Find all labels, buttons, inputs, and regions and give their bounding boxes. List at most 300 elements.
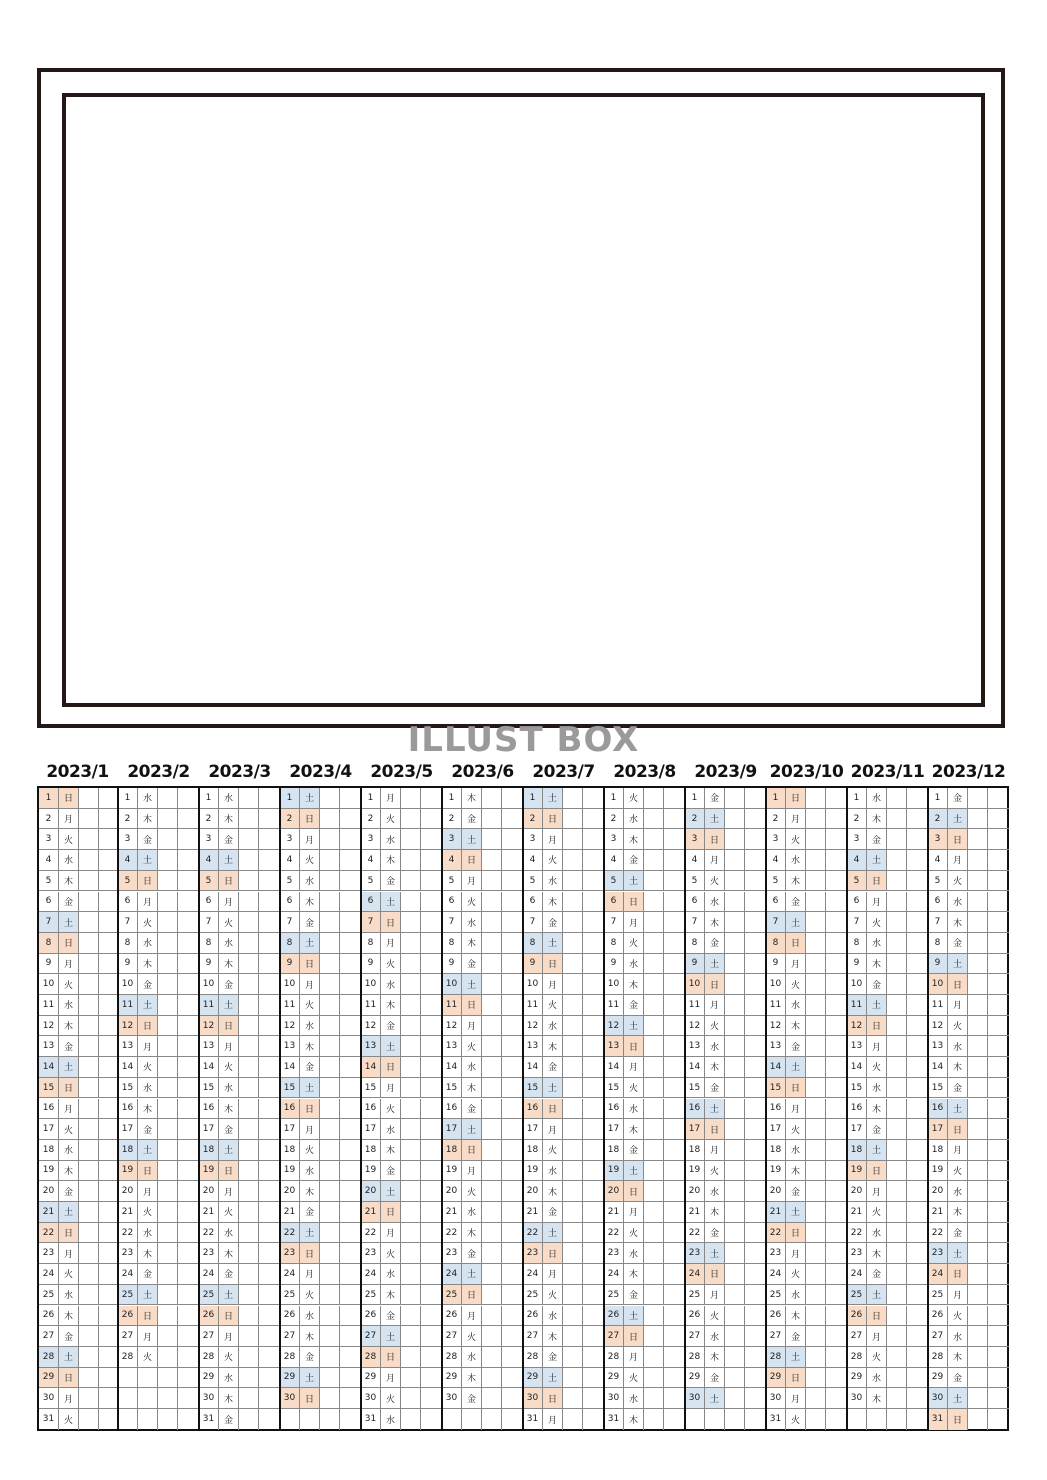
memo-cell (79, 1119, 99, 1139)
month-grid (604, 786, 685, 1431)
day-number: 3 (118, 829, 138, 849)
calendar-row (361, 892, 442, 913)
weekday-label: 木 (624, 1264, 644, 1284)
day-number: 27 (361, 1326, 381, 1346)
memo-cell (259, 1306, 280, 1326)
memo-cell (502, 1099, 523, 1119)
calendar-row (685, 1119, 766, 1140)
calendar-row (199, 995, 280, 1016)
weekday-label: 土 (381, 1326, 401, 1346)
memo-cell (502, 1202, 523, 1222)
calendar-row (39, 1409, 120, 1430)
memo-cell (644, 1161, 664, 1181)
calendar-row (928, 1161, 1009, 1182)
calendar-row (928, 1368, 1009, 1389)
weekday-label: 火 (381, 1388, 401, 1408)
calendar-row (199, 1036, 280, 1057)
day-number: 10 (928, 974, 948, 994)
day-number: 16 (118, 1099, 138, 1119)
calendar-row (604, 1057, 685, 1078)
memo-cell (887, 1036, 907, 1056)
memo-cell (887, 1016, 907, 1036)
day-number: 14 (847, 1057, 867, 1077)
calendar-row (685, 995, 766, 1016)
day-number: 12 (199, 1016, 219, 1036)
memo-cell (826, 1036, 847, 1056)
calendar-row (604, 1264, 685, 1285)
day-number: 27 (442, 1326, 462, 1346)
weekday-label: 金 (381, 1016, 401, 1036)
memo-cell (583, 1036, 604, 1056)
month-divider (441, 786, 443, 1431)
weekday-label: 火 (948, 1161, 968, 1181)
memo-cell (887, 1161, 907, 1181)
memo-cell (583, 1202, 604, 1222)
calendar-row (39, 1285, 120, 1306)
calendar-row (442, 1202, 523, 1223)
memo-cell (826, 871, 847, 891)
memo-cell (158, 1181, 178, 1201)
memo-cell (158, 1057, 178, 1077)
memo-cell (725, 912, 745, 932)
day-number: 20 (39, 1181, 59, 1201)
weekday-label: 日 (381, 912, 401, 932)
weekday-label (138, 1388, 158, 1408)
day-number: 11 (118, 995, 138, 1015)
calendar-row (523, 995, 604, 1016)
memo-cell (644, 1243, 664, 1263)
memo-cell (320, 871, 340, 891)
weekday-label: 月 (705, 1285, 725, 1305)
weekday-label: 月 (543, 974, 563, 994)
memo-cell (563, 850, 583, 870)
memo-cell (907, 1016, 928, 1036)
memo-cell (887, 912, 907, 932)
day-number: 14 (118, 1057, 138, 1077)
memo-cell (259, 1223, 280, 1243)
calendar-row (39, 1202, 120, 1223)
calendar-row (199, 892, 280, 913)
memo-cell (340, 1119, 361, 1139)
day-number (280, 1409, 300, 1430)
memo-cell (79, 933, 99, 953)
month-title: 2023/10 (769, 762, 844, 782)
memo-cell (178, 1306, 199, 1326)
weekday-label: 月 (462, 1016, 482, 1036)
memo-cell (907, 1161, 928, 1181)
day-number: 1 (39, 788, 59, 808)
memo-cell (259, 1202, 280, 1222)
memo-cell (988, 829, 1009, 849)
memo-cell (907, 954, 928, 974)
day-number: 20 (604, 1181, 624, 1201)
weekday-label: 月 (300, 1264, 320, 1284)
weekday-label: 日 (543, 809, 563, 829)
memo-cell (259, 1368, 280, 1388)
memo-cell (259, 1161, 280, 1181)
memo-cell (583, 829, 604, 849)
calendar-row (766, 892, 847, 913)
memo-cell (583, 1161, 604, 1181)
memo-cell (79, 1140, 99, 1160)
memo-cell (806, 1388, 826, 1408)
calendar-row (442, 1347, 523, 1368)
calendar-row (199, 954, 280, 975)
memo-cell (907, 788, 928, 808)
month-column (37, 760, 118, 1431)
memo-cell (988, 871, 1009, 891)
memo-cell (340, 1326, 361, 1346)
day-number: 10 (39, 974, 59, 994)
memo-cell (745, 871, 766, 891)
weekday-label: 木 (867, 954, 887, 974)
calendar-row (523, 892, 604, 913)
memo-cell (482, 954, 502, 974)
memo-cell (745, 1347, 766, 1367)
memo-cell (340, 1099, 361, 1119)
weekday-label: 木 (381, 1285, 401, 1305)
memo-cell (907, 1306, 928, 1326)
weekday-label: 水 (219, 933, 239, 953)
day-number: 4 (199, 850, 219, 870)
memo-cell (482, 1181, 502, 1201)
memo-cell (401, 809, 421, 829)
calendar-row (199, 871, 280, 892)
weekday-label: 木 (462, 933, 482, 953)
day-number: 12 (523, 1016, 543, 1036)
memo-cell (583, 892, 604, 912)
memo-cell (826, 1368, 847, 1388)
day-number: 13 (118, 1036, 138, 1056)
memo-cell (563, 809, 583, 829)
day-number: 10 (685, 974, 705, 994)
calendar-row (118, 809, 199, 830)
memo-cell (563, 892, 583, 912)
memo-cell (644, 1347, 664, 1367)
day-number: 11 (847, 995, 867, 1015)
weekday-label: 月 (786, 1099, 806, 1119)
memo-cell (401, 788, 421, 808)
memo-cell (563, 1057, 583, 1077)
month-grid (928, 786, 1009, 1431)
memo-cell (320, 892, 340, 912)
day-number: 20 (442, 1181, 462, 1201)
calendar-row (361, 954, 442, 975)
memo-cell (421, 1223, 442, 1243)
month-grid (361, 786, 442, 1431)
memo-cell (725, 1078, 745, 1098)
calendar-row (928, 1243, 1009, 1264)
memo-cell (644, 933, 664, 953)
day-number: 14 (442, 1057, 462, 1077)
day-number: 14 (604, 1057, 624, 1077)
memo-cell (725, 1368, 745, 1388)
day-number: 2 (199, 809, 219, 829)
month-divider (522, 786, 524, 1431)
memo-cell (806, 1223, 826, 1243)
weekday-label: 月 (219, 892, 239, 912)
month-title: 2023/4 (289, 762, 352, 782)
calendar-row (685, 1409, 766, 1430)
calendar-row (361, 850, 442, 871)
memo-cell (826, 974, 847, 994)
day-number: 8 (442, 933, 462, 953)
weekday-label: 月 (300, 1119, 320, 1139)
weekday-label: 金 (786, 1181, 806, 1201)
memo-cell (401, 1243, 421, 1263)
weekday-label: 月 (59, 954, 79, 974)
weekday-label: 水 (786, 850, 806, 870)
memo-cell (968, 1388, 988, 1408)
calendar-row (199, 1099, 280, 1120)
memo-cell (239, 1140, 259, 1160)
day-number: 23 (39, 1243, 59, 1263)
day-number: 18 (361, 1140, 381, 1160)
memo-cell (239, 1243, 259, 1263)
memo-cell (806, 933, 826, 953)
weekday-label: 日 (219, 1306, 239, 1326)
month-column (685, 760, 766, 1431)
memo-cell (178, 1140, 199, 1160)
day-number: 10 (766, 974, 786, 994)
calendar-row (280, 809, 361, 830)
calendar-row (118, 892, 199, 913)
weekday-label: 土 (59, 1057, 79, 1077)
day-number: 18 (442, 1140, 462, 1160)
memo-cell (968, 1326, 988, 1346)
memo-cell (745, 1057, 766, 1077)
weekday-label: 土 (462, 974, 482, 994)
day-number: 9 (847, 954, 867, 974)
weekday-label: 木 (138, 1099, 158, 1119)
memo-cell (664, 1223, 685, 1243)
day-number: 17 (604, 1119, 624, 1139)
memo-cell (340, 1057, 361, 1077)
calendar-row (523, 1140, 604, 1161)
month-grid (766, 786, 847, 1431)
day-number: 24 (199, 1264, 219, 1284)
day-number: 28 (523, 1347, 543, 1367)
month-divider (198, 786, 200, 1431)
memo-cell (664, 1057, 685, 1077)
weekday-label: 月 (59, 809, 79, 829)
weekday-label: 木 (462, 1368, 482, 1388)
weekday-label: 土 (138, 850, 158, 870)
weekday-label: 水 (624, 1243, 644, 1263)
weekday-label: 月 (59, 1388, 79, 1408)
calendar-row (928, 1285, 1009, 1306)
memo-cell (988, 1264, 1009, 1284)
memo-cell (725, 1016, 745, 1036)
calendar-row (928, 1140, 1009, 1161)
calendar-row (280, 788, 361, 809)
day-number: 1 (928, 788, 948, 808)
calendar-row (847, 1326, 928, 1347)
memo-cell (401, 1306, 421, 1326)
day-number: 14 (361, 1057, 381, 1077)
weekday-label: 月 (705, 1140, 725, 1160)
calendar-row (280, 1285, 361, 1306)
calendar-row (361, 1223, 442, 1244)
weekday-label: 水 (543, 1161, 563, 1181)
day-number: 15 (199, 1078, 219, 1098)
memo-cell (320, 829, 340, 849)
weekday-label: 日 (59, 1078, 79, 1098)
memo-cell (401, 1202, 421, 1222)
calendar-row (280, 1119, 361, 1140)
weekday-label: 土 (138, 995, 158, 1015)
memo-cell (158, 1264, 178, 1284)
memo-cell (259, 1078, 280, 1098)
memo-cell (887, 1202, 907, 1222)
weekday-label: 日 (948, 974, 968, 994)
memo-cell (563, 1161, 583, 1181)
calendar-row (928, 1202, 1009, 1223)
weekday-label: 土 (381, 1181, 401, 1201)
day-number: 25 (523, 1285, 543, 1305)
day-number: 7 (361, 912, 381, 932)
memo-cell (259, 1099, 280, 1119)
calendar-row (685, 1368, 766, 1389)
memo-cell (745, 995, 766, 1015)
calendar-row (523, 1388, 604, 1409)
memo-cell (239, 1264, 259, 1284)
memo-cell (887, 871, 907, 891)
weekday-label: 水 (867, 1368, 887, 1388)
memo-cell (320, 1078, 340, 1098)
weekday-label: 土 (705, 954, 725, 974)
day-number (847, 1409, 867, 1430)
memo-cell (178, 933, 199, 953)
weekday-label: 金 (138, 974, 158, 994)
calendar-row (766, 1243, 847, 1264)
memo-cell (320, 1368, 340, 1388)
memo-cell (806, 1285, 826, 1305)
memo-cell (259, 1181, 280, 1201)
memo-cell (320, 1057, 340, 1077)
day-number: 22 (604, 1223, 624, 1243)
memo-cell (482, 1347, 502, 1367)
calendar-row (442, 1016, 523, 1037)
day-number: 14 (928, 1057, 948, 1077)
memo-cell (79, 1057, 99, 1077)
memo-cell (968, 1016, 988, 1036)
memo-cell (826, 1347, 847, 1367)
weekday-label: 月 (786, 809, 806, 829)
weekday-label: 月 (543, 1119, 563, 1139)
memo-cell (664, 1243, 685, 1263)
memo-cell (745, 892, 766, 912)
weekday-label (138, 1409, 158, 1430)
weekday-label: 土 (462, 1119, 482, 1139)
memo-cell (968, 1078, 988, 1098)
calendar-row (361, 1409, 442, 1430)
day-number: 6 (685, 892, 705, 912)
memo-cell (806, 912, 826, 932)
calendar-row (199, 933, 280, 954)
calendar-row (685, 871, 766, 892)
memo-cell (725, 1388, 745, 1408)
weekday-label: 日 (624, 1181, 644, 1201)
day-number: 12 (118, 1016, 138, 1036)
memo-cell (178, 1409, 199, 1430)
calendar-row (523, 954, 604, 975)
calendar-row (280, 850, 361, 871)
memo-cell (482, 1016, 502, 1036)
memo-cell (320, 954, 340, 974)
weekday-label: 火 (138, 1057, 158, 1077)
day-number: 1 (685, 788, 705, 808)
memo-cell (968, 1202, 988, 1222)
calendar-row (361, 788, 442, 809)
memo-cell (664, 1202, 685, 1222)
memo-cell (340, 1285, 361, 1305)
calendar-row (847, 1264, 928, 1285)
memo-cell (320, 1099, 340, 1119)
memo-cell (887, 1057, 907, 1077)
memo-cell (583, 1181, 604, 1201)
calendar-row (118, 1223, 199, 1244)
calendar-row (442, 1368, 523, 1389)
calendar-row (523, 1202, 604, 1223)
calendar-row (199, 1161, 280, 1182)
memo-cell (158, 1243, 178, 1263)
memo-cell (907, 1202, 928, 1222)
memo-cell (158, 1036, 178, 1056)
memo-cell (401, 1285, 421, 1305)
weekday-label: 水 (462, 1347, 482, 1367)
memo-cell (664, 1285, 685, 1305)
day-number: 14 (685, 1057, 705, 1077)
memo-cell (988, 933, 1009, 953)
calendar-row (442, 1119, 523, 1140)
day-number: 6 (442, 892, 462, 912)
memo-cell (239, 912, 259, 932)
calendar-row (766, 809, 847, 830)
weekday-label: 火 (948, 1306, 968, 1326)
day-number: 19 (442, 1161, 462, 1181)
month-column (604, 760, 685, 1431)
day-number: 19 (928, 1161, 948, 1181)
weekday-label: 月 (948, 850, 968, 870)
memo-cell (320, 850, 340, 870)
day-number: 21 (685, 1202, 705, 1222)
memo-cell (340, 1388, 361, 1408)
day-number: 28 (361, 1347, 381, 1367)
weekday-label: 水 (543, 1306, 563, 1326)
month-grid (685, 786, 766, 1431)
day-number: 11 (928, 995, 948, 1015)
memo-cell (320, 974, 340, 994)
memo-cell (988, 995, 1009, 1015)
calendar-row (604, 1409, 685, 1430)
weekday-label: 金 (948, 933, 968, 953)
day-number: 29 (847, 1368, 867, 1388)
memo-cell (158, 788, 178, 808)
calendar-row (442, 1099, 523, 1120)
weekday-label: 月 (543, 1264, 563, 1284)
day-number: 23 (118, 1243, 138, 1263)
calendar-row (118, 954, 199, 975)
memo-cell (79, 1409, 99, 1430)
weekday-label: 土 (138, 1285, 158, 1305)
weekday-label: 火 (624, 1223, 644, 1243)
memo-cell (340, 933, 361, 953)
memo-cell (725, 1057, 745, 1077)
day-number: 27 (847, 1326, 867, 1346)
memo-cell (158, 1202, 178, 1222)
memo-cell (482, 1099, 502, 1119)
